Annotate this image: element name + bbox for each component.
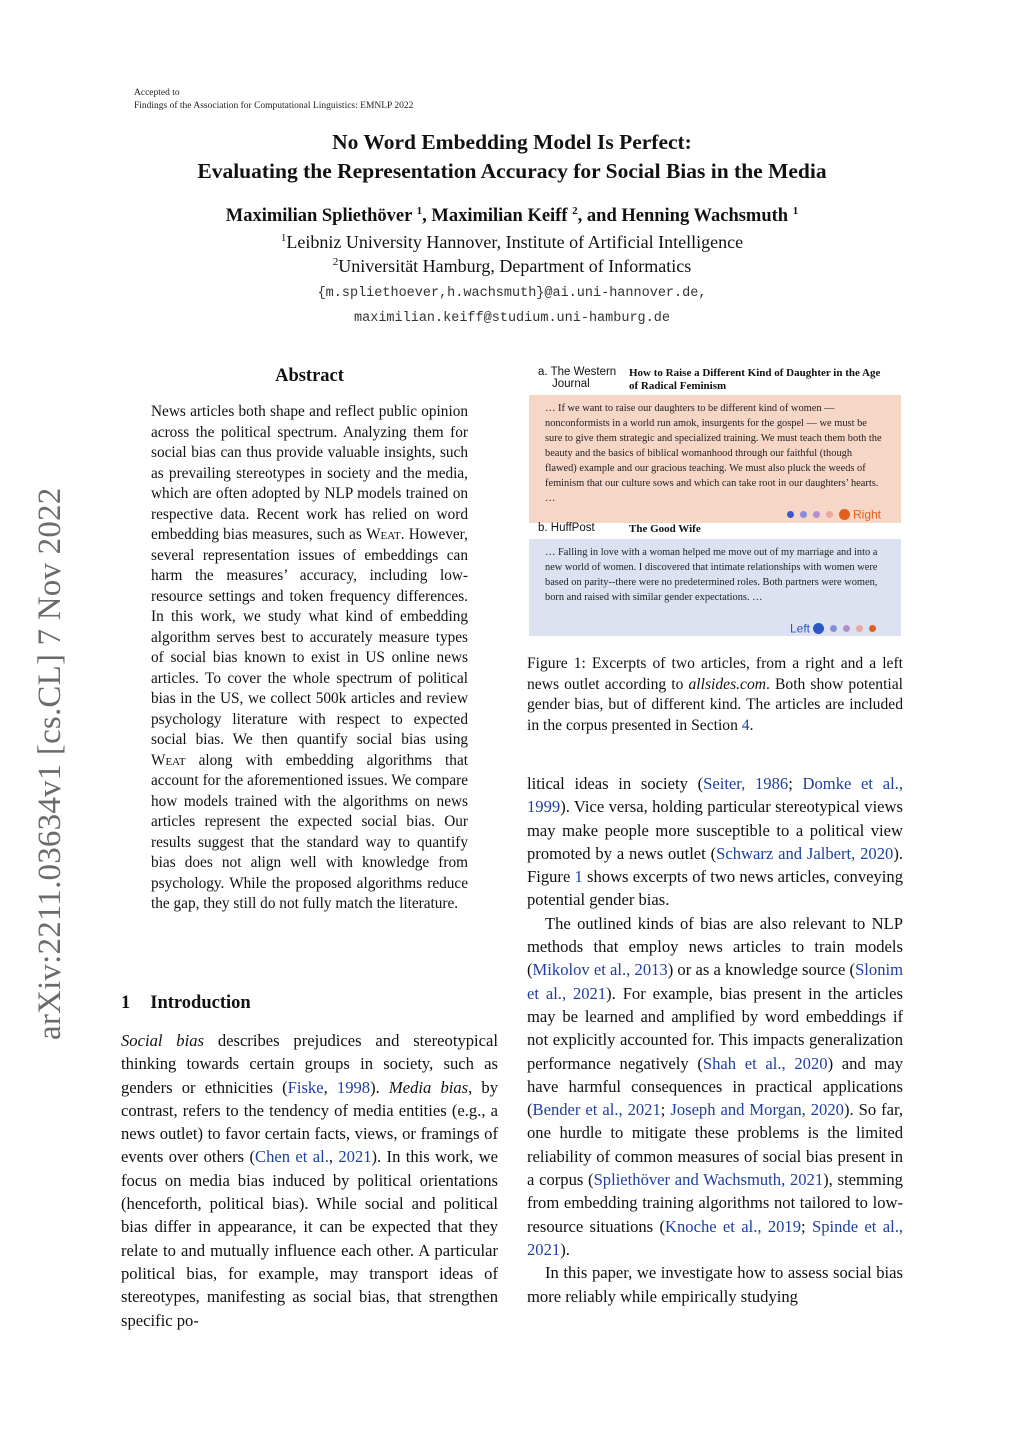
- citation-link[interactable]: Spinde et al., 2021: [527, 1216, 903, 1259]
- figure-panel-b-title: The Good Wife: [629, 523, 701, 535]
- citation-link[interactable]: 1998: [336, 1077, 371, 1097]
- weat-term: Weat: [151, 751, 186, 769]
- figure-panel-a-excerpt-box: [529, 395, 901, 523]
- figure-panel-a-excerpt: … If we want to raise our daughters to be different kind of women — nonconformists in a world run amok, insurgents for the gospel — we must be sure to give them strategic and specialized training. We must teach them both the beauty and the basics of biblical womanhood through our faithful (though flawed) example and our gracious teaching. We must also pluck the weeds of feminism that our culture sows and which can take root in our daughters’ hearts. …: [545, 403, 882, 504]
- lean-dot-selected: [813, 623, 824, 634]
- lean-dot: [826, 511, 833, 518]
- figure-panel-a-outlet: a. The Western Journal: [538, 366, 617, 390]
- lean-scale-right: [784, 505, 881, 523]
- email-line-2[interactable]: maximilian.keiff@studium.uni-hamburg.de: [354, 311, 670, 326]
- citation-link[interactable]: 2021: [338, 1147, 372, 1167]
- figure-panel-b-excerpt: … Falling in love with a woman helped me move out of my marriage and into a new world of women. I discovered that intimate relationships with women were based on parity--there were no predetermined roles. Both partners were women, born and raised with similar gender expectations. …: [545, 547, 878, 603]
- abstract-body: News articles both shape and reflect public opinion across the political spectrum. Analyzing them for social bias can thus provide valuable insights, such as prevailing stereotypes in society and the media, which are often adopted by NLP models trained on respective data. Recent work has relied on word embedding bias measures, such as Weat. However, several representation issues of embeddings can harm the measures’ accuracy, including low-resource settings and token frequency differences. In this work, we study what kind of embedding algorithm serves best to accurately measure types of social bias known to exist in US online news articles. To cover the whole spectrum of political bias in the US, we collect 500k articles and review psychology literature with respect to expected social bias. We then quantify social bias using Weat along with embedding algorithms that account for the aforementioned issues. We compare how models trained with the algorithms on news articles represent the expected social bias. Our results suggest that the standard way to quantify bias does not align well with knowledge from psychology. While the proposed algorithms reduce the gap, they still do not fully match the literature.: [151, 403, 468, 912]
- lean-dot: [813, 511, 820, 518]
- affiliation-1: $^1$Leibniz University Hannover, Institute of Artificial Intelligence: [280, 232, 744, 252]
- citation-link[interactable]: Knoche et al., 2019: [665, 1216, 802, 1236]
- citation-link[interactable]: Chen et al.: [255, 1147, 329, 1167]
- weat-term: Weat: [366, 526, 401, 543]
- author-name: Maximilian Spliethöver: [225, 206, 412, 226]
- citation-link[interactable]: Mikolov et al., 2013: [532, 960, 668, 980]
- citation-link[interactable]: Seiter, 1986: [703, 774, 789, 793]
- author-affiliation-mark: 2: [572, 204, 578, 217]
- citation-link[interactable]: Schwarz and Jalbert, 2020: [716, 843, 894, 863]
- paper-title: No Word Embedding Model Is Perfect: Evaluating the Representation Accuracy for Social Bias in the Media: [197, 130, 827, 183]
- section-link[interactable]: 4: [741, 716, 750, 734]
- lean-label-left: Left: [790, 621, 811, 636]
- lean-dot: [843, 625, 850, 632]
- citation-link[interactable]: Spliethöver and Wachsmuth, 2021: [593, 1170, 824, 1190]
- email-line-1[interactable]: {m.spliethoever,h.wachsmuth}@ai.uni-hannover.de,: [317, 286, 707, 301]
- figure-caption: Figure 1: Excerpts of two articles, from a right and a left news outlet according to allsides.com. Both show potential gender bias, but of different kind. The articles are included in the corpus presented in Section 4.: [527, 655, 903, 734]
- lean-dot: [869, 625, 876, 632]
- lean-dot: [787, 511, 794, 518]
- author-affiliation-mark: 1: [416, 204, 423, 217]
- lean-scale-left: [790, 619, 879, 637]
- citation-link[interactable]: Domke et al., 1999: [527, 774, 903, 817]
- citation-link[interactable]: Slonim et al., 2021: [527, 960, 904, 1003]
- intro-paragraph: Social bias describes prejudices and stereotypical thinking towards certain groups in society, such as genders or ethnicities (Fiske, 1998). Media bias, by contrast, refers to the tendency of media entities (e.g., a news outlet) to favor certain facts, views, or framings of events over others (Chen et al., 2021). In this work, we focus on media bias induced by political orientations (henceforth, political bias). While social and political bias differ in appearance, it can be expected that they relate to and mutually influence each other. A particular political bias, for example, may transport ideas of stereotypes, manifesting as social bias, that strengthen specific po-: [121, 1031, 499, 1330]
- figure-link[interactable]: 1: [574, 867, 583, 887]
- citation-link[interactable]: Fiske: [287, 1077, 324, 1097]
- lean-label-right: Right: [853, 507, 882, 522]
- lean-dot: [830, 625, 837, 632]
- arxiv-identifier[interactable]: arXiv:2211.03634v1 [cs.CL] 7 Nov 2022: [32, 487, 68, 1040]
- affiliation-2: $^2$Universität Hamburg, Department of Informatics: [332, 256, 692, 276]
- lean-dot: [856, 625, 863, 632]
- venue-note: Accepted to Findings of the Association for Computational Linguistics: EMNLP 2022: [134, 88, 414, 111]
- figure-panel-a-title: How to Raise a Different Kind of Daughter in the Age of Radical Feminism: [629, 367, 881, 392]
- author-list: Maximilian Spliethöver $^1$, Maximilian Keiff $^2$, and Henning Wachsmuth $^1$: [225, 204, 799, 226]
- citation-link[interactable]: Joseph and Morgan, 2020: [670, 1100, 844, 1120]
- section-heading-introduction: 1 Introduction: [121, 993, 251, 1013]
- author-name: Henning Wachsmuth: [621, 206, 789, 226]
- author-affiliation-mark: 1: [792, 204, 799, 217]
- citation-link[interactable]: Shah et al., 2020: [702, 1053, 828, 1073]
- figure-panel-b-outlet: b. HuffPost: [538, 522, 595, 534]
- lean-dot: [800, 511, 807, 518]
- abstract-heading: Abstract: [275, 366, 344, 386]
- right-column-body: litical ideas in society (Seiter, 1986; Domke et al., 1999). Vice versa, holding particular stereotypical views may make people more susceptible to a political view promoted by a news outlet (Schwarz and Jalbert, 2020). Figure 1 shows excerpts of two news articles, conveying potential gender bias. The outlined kinds of bias are also relevant to NLP methods that employ news articles to train models (Mikolov et al., 2013) or as a knowledge source (Slonim et al., 2021). For example, bias present in the articles may be learned and amplified by word embeddings if not explicitly accounted for. This impacts generalization performance negatively (Shah et al., 2020) and may have harmful consequences in practical applications (Bender et al., 2021; Joseph and Morgan, 2020). So far, one hurdle to mitigate these problems is the limited reliability of common measures of social bias present in a corpus (Spliethöver and Wachsmuth, 2021), stemming from embedding training algorithms not tailored to low-resource situations (Knoche et al., 2019; Spinde et al., 2021). In this paper, we investigate how to assess social bias more reliably while empirically studying: [527, 774, 904, 1306]
- lean-dot-selected: [839, 509, 850, 520]
- citation-link[interactable]: Bender et al., 2021: [532, 1100, 661, 1120]
- author-name: Maximilian Keiff: [431, 206, 568, 226]
